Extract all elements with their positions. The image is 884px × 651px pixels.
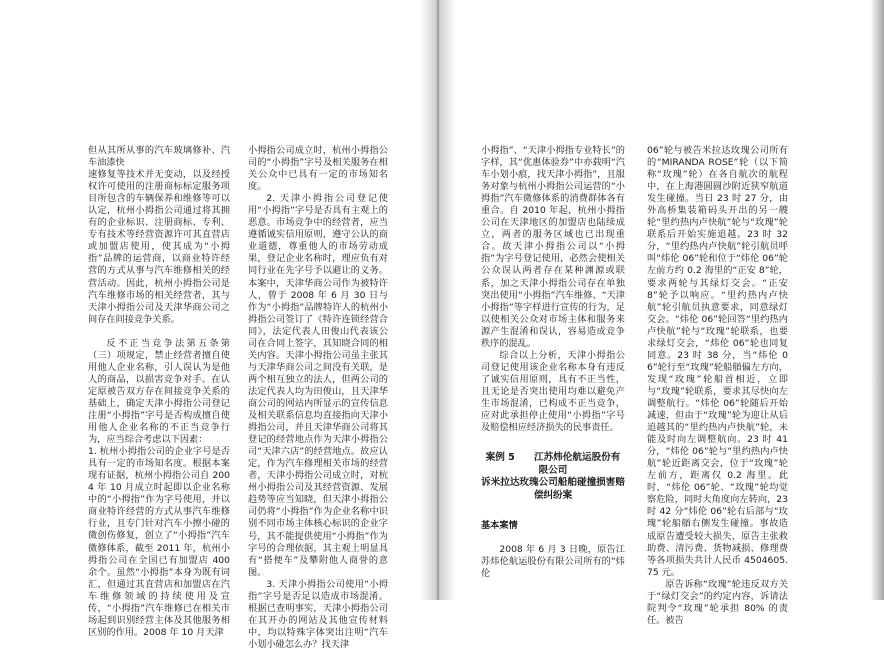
section-gap xyxy=(481,502,625,520)
paragraph: 06”轮与被告米拉达玫瑰公司所有的“MIRANDA ROSE”轮（以下简称“玫瑰”轮）在各自航次的航程中，在上海港圆圆沙附近狭窄航道发生碰撞。当日 23 时 27 分，由外高桥集装箱码头开出的另一艘轮“里约热内卢快航”轮与“玫瑰”轮联系后开始实施追越。23 时 32 分，“里约热内卢快航”轮引航员呼叫“炜伦 06”轮和位于“炜伦 06”轮左前方约 0.2 海里的“正安 8”轮，要求两轮与其绿灯交会。“正安 8”轮予以响应。“里约热内卢快航”轮引航员执意要求，同意绿灯交会。“炜伦 06”轮回答“里约热内卢快航”轮与“玫瑰”轮联系，也要求绿灯交会，“炜伦 06”轮也同复同意。23 时 38 分，当“炜伦 06”轮行至“玫瑰”轮船艏偏左方向，发现“玫瑰”轮船首相近，立即与“玫瑰”轮联系，要求其尽快向左调整航行。“炜伦 06”轮随后开始减速，但由于“玫瑰”轮为迎让从后追越其的“里约热内卢快航”轮，未能及时向左调整航向。23 时 41 分，“炜伦 06”轮与“里约热内卢快航”轮近距离交会，位于“玫瑰”轮左前方，距离仅 0.2 海里。此时，“炜伦 06”轮、“玫瑰”轮均觉察危险，同时大角度向左转向，23 时 42 分“炜伦 06”轮右后部与“玫瑰”轮船艏右侧发生碰撞。事故造成原告遭受较大损失，原告主张救助费、清污费、货物减损、修理费等各项损失共计人民币 4504605.75 元。 xyxy=(647,145,788,578)
paragraph: 速修复等技术并无变动，以及经授权许可使用的注册商标标定服务项目所包含的车辆保养和维修等可以认定，杭州小拇指公司通过将其拥有的企业标识、注册商标、专利、专有技术等经营资源许可其直营店或加盟店使用，使其成为“小拇指”品牌的运营商，以商业特许经营的方式从事与汽车维修相关的经营活动。因此，杭州小拇指公司是汽车维修市场的相关经营者，其与天津小拇指公司及天津华商公司之间存在间接竞争关系。 xyxy=(88,169,230,325)
section-gap xyxy=(481,434,625,452)
paragraph: 反不正当竞争法第五条第（三）项规定，禁止经营者擅自使用他人企业名称，引人误认为是他人的商品，以损害竞争对手。在认定原被告双方存在间接竞争关系的基础上，确定天津小拇指公司登记注册“小拇指”字号是否构成擅自使用他人企业名称的不正当竞争行为，应当综合考虑以下因素： xyxy=(88,337,230,446)
right-page-column-1 xyxy=(481,145,625,580)
case-title xyxy=(481,452,625,502)
paragraph: 小拇指公司成立时，杭州小拇指公司的“小拇指”字号及相关服务在相关公众中已具有一定的市场知名度。 xyxy=(248,145,388,193)
left-page-column-2 xyxy=(248,145,388,651)
book-gutter-shadow xyxy=(420,0,456,600)
paragraph: 2008 年 6 月 3 日晚，原告江苏炜伦航运股份有限公司所有的“炜伦 xyxy=(481,544,625,580)
right-page-column-2 xyxy=(647,145,788,627)
page-edge-shadow xyxy=(870,0,884,600)
paragraph: 但从其所从事的汽车玻璃修补、汽车油漆快 xyxy=(88,145,230,169)
case-title-line: 案例 5 江苏炜伦航运股份有限公司 xyxy=(485,452,621,476)
paragraph-gap xyxy=(481,532,625,544)
left-page xyxy=(0,0,436,650)
paragraph: 原告诉称“玫瑰”轮违反双方关于“绿灯交会”的约定内容，诉请法院判令“玫瑰”轮承担 80% 的责任。被告 xyxy=(647,578,788,626)
paragraph-gap xyxy=(88,326,230,338)
paragraph: 3. 天津小拇指公司使用“小拇指”字号是否足以造成市场混淆。根据已查明事实，天津小拇指公司在其开办的网站及其他宣传材料中，均以特殊字体突出注明“汽车小划小碰怎么办？找天津 xyxy=(248,578,388,650)
case-title-line: 诉米拉达玫瑰公司船舶碰撞损害赔 xyxy=(481,477,625,489)
section-heading: 基本案情 xyxy=(481,520,518,532)
paragraph: 1. 杭州小拇指公司的企业字号是否具有一定的市场知名度。根据本案现有证据，杭州小拇指公司自 2004 年 10 月成立时起即以企业名称中的“小拇指”作为字号使用，并以商业特许经营的方式从事汽车维修行业，且专门针对汽车小擦小碰的微创伤修复，创立了“小拇指”汽车微修体系，截至 2011 年，杭州小拇指公司在全国已有加盟店 400 余个。虽然“小拇指”本身为既有词汇，但通过其直营店和加盟店在汽车维修领域的持续使用及宣传，“小拇指”汽车维修已在相关市场起到识别经营主体及其他服务相区别的作用。2008 年 10 月天津 xyxy=(88,446,230,638)
paragraph: 综合以上分析，天津小拇指公司登记使用该企业名称本身有违反了诚实信用原则，具有不正当性，且无论是否突出使用均难以避免产生市场混淆，已构成不正当竞争，应对此承担停止使用“小拇指”字号及赔偿相应经济损失的民事责任。 xyxy=(481,349,625,434)
paragraph: 小拇指”、“天津小拇指专业特长”的字样，其“优惠体验券”中亦载明“汽车小划小痕，找天津小拇指”，且服务对象与杭州小拇指公司运营的“小拇指”汽车微修体系的消费群体各有重合。自 2010 年起，杭州小拇指公司在天津地区的加盟店也陆续成立，两者的服务区域也已出现重合。故天津小拇指公司以“小拇指”为字号登记使用，必然会使相关公众误认两者存在某种渊源或联系，加之天津小拇指公司存在单独突出使用“小拇指”汽车维修、“天津小拇指”等字样进行宣传的行为，足以使相关公众对市场主体和服务来源产生混淆和误认，容易造成竞争秩序的混乱。 xyxy=(481,145,625,349)
case-title-line: 偿纠纷案 xyxy=(533,489,573,501)
left-page-column-1 xyxy=(88,145,230,639)
paragraph: 2. 天津小拇指公司登记使用“小拇指”字号是否具有主观上的恶意。市场竞争中的经营者，应当遵循诚实信用原则，遵守公认的商业道德，尊重他人的市场劳动成果，登记企业名称时，理应负有对同行业在先字号予以避让的义务。本案中，天津华商公司作为被特许人，曾于 2008 年 6 月 30 日与作为“小拇指”品牌特许人的杭州小拇指公司签订了《特许连锁经营合同》，法定代表人田俊山代表该公司在合同上签字，其知晓合同的相关内容。天津小拇指公司虽主张其与天津华商公司之间没有关联，是两个相互独立的法人，但两公司的法定代表人均为田俊山，且天津华商公司的网站内所显示的宣传信息及相关联系信息均直接指向天津小拇指公司，并且天津华商公司将其登记的经营地点作为天津小拇指公司“天津六店”的经营地点。故应认定，作为汽车修理相关市场的经营者，天津小拇指公司成立时，对杭州小拇指公司及其经营资源、发展趋势等应当知晓，但天津小拇指公司仍将“小拇指”作为企业名称中识别不同市场主体核心标识的企业字号，其不能提供使用“小拇指”作为字号的合理依据，其主观上明显具有“搭便车”及攀附他人商誉的意图。 xyxy=(248,193,388,578)
